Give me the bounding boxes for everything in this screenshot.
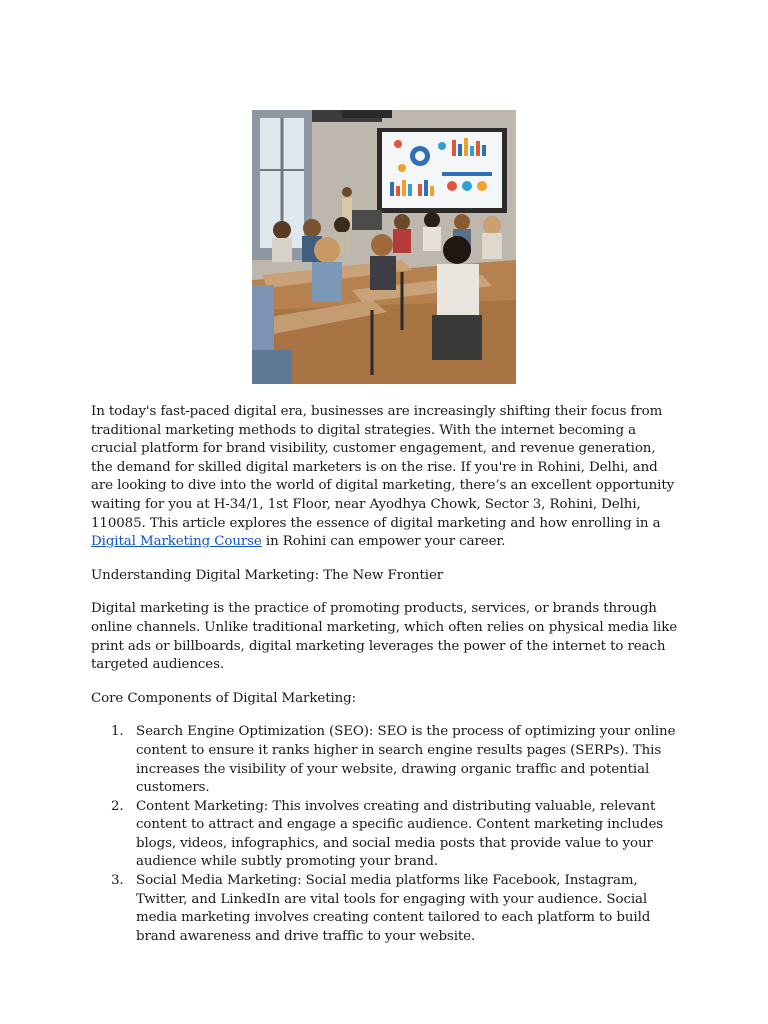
list-item [91,723,681,797]
definition-paragraph: Digital marketing is the practice of promoting products, services, or brands through online channels. Unlike traditional marketing, which often relies on physical media like print ads or billboards, digital marketing leverages the power of the internet to reach targeted audiences. [91,601,678,673]
list-item [91,872,681,946]
components-list [91,723,681,946]
article-body [91,403,681,946]
list-item-text: Content Marketing: This involves creating and distributing valuable, relevant content to attract and engage a specific audience. Content marketing includes blogs, videos, infographics, and social media posts that provide value to your audience while subtly promoting your brand. [136,798,664,870]
list-number: 1. [111,724,124,740]
intro-paragraph [91,403,681,552]
list-item [91,798,681,872]
list-number: 2. [111,798,124,814]
list-number: 3. [111,873,124,889]
intro-text-end: in Rohini can empower your career. [261,534,506,550]
digital-marketing-course-link[interactable]: Digital Marketing Course [91,534,262,550]
list-item-text: Search Engine Optimization (SEO): SEO is the process of optimizing your online content to ensure it ranks higher in search engine results pages (SERPs). This increases the visibility of your website, drawing organic traffic and potential customers. [136,724,676,796]
core-components-heading: Core Components of Digital Marketing: [91,690,357,706]
list-item-text: Social Media Marketing: Social media platforms like Facebook, Instagram, Twitter, and LinkedIn are vital tools for engaging with your audience. Social media marketing involves creating content tailored to each platform to build brand awareness and drive traffic to your website. [136,873,651,944]
classroom-illustration [252,110,516,384]
intro-text: In today's fast-paced digital era, businesses are increasingly shifting their focus from traditional marketing methods to digital strategies. With the internet becoming a crucial platform for brand visibility, customer engagement, and revenue generation, the demand for skilled digital marketers is on the rise. If you're in Rohini, Delhi, and are looking to dive into the world of digital marketing, there’s an excellent opportunity waiting for you at H-34/1, 1st Floor, near Ayodhya Chowk, Sector 3, Rohini, Delhi, 110085. This article explores the essence of digital marketing and how enrolling in a [91,404,675,531]
section-heading: Understanding Digital Marketing: The New Frontier [91,567,444,583]
